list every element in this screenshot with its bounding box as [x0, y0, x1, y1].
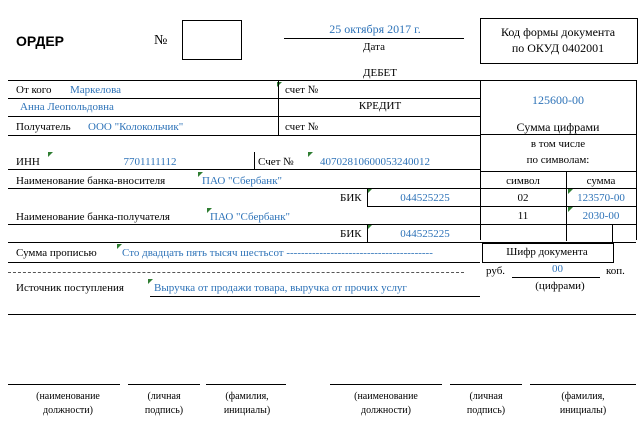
recipient-value: ООО "Колокольчик": [88, 121, 184, 133]
digits-caption: Сумма цифрами: [516, 120, 600, 134]
date-value: 25 октября 2017 г.: [329, 22, 421, 36]
words-label: Сумма прописью: [16, 247, 97, 259]
rub-label: руб.: [486, 265, 506, 277]
recipient-bik-value: 044525225: [400, 228, 450, 240]
symbol-row1: 02: [517, 192, 529, 204]
source-label: Источник поступления: [16, 282, 124, 294]
signature-personal-2: (личная подпись): [466, 391, 506, 416]
recipient-bank-value: ПАО "Сбербанк": [210, 211, 291, 223]
number-box[interactable]: [182, 20, 242, 60]
depositor-bik-value: 044525225: [400, 192, 450, 204]
debit-account-label: счет №: [285, 84, 319, 96]
symbol-row2: 11: [517, 210, 529, 222]
words-value: Сто двадцать пять тысяч шестьсот ----------------------------------------: [122, 247, 433, 259]
inn-value: 7701111112: [123, 156, 177, 168]
sum-row2: 2030-00: [582, 210, 620, 222]
credit-heading: КРЕДИТ: [358, 100, 402, 112]
from-line2: Анна Леопольдовна: [20, 101, 114, 113]
date-caption: Дата: [363, 41, 385, 53]
source-value: Выручка от продажи товара, выручка от прочих услуг: [154, 282, 407, 294]
col-sum: сумма: [586, 175, 616, 187]
form-code-line1: Код формы документа: [500, 25, 616, 39]
inn-account-label: Счет №: [258, 156, 294, 168]
number-label: №: [154, 33, 168, 48]
incl-line1: в том числе: [530, 138, 586, 150]
signature-position-1: (наименование должности): [36, 391, 100, 416]
credit-account-label: счет №: [285, 121, 319, 133]
kop-label: коп.: [606, 265, 625, 277]
inn-account-value: 40702810600053240012: [320, 156, 430, 168]
order-title: ОРДЕР: [16, 33, 64, 49]
incl-line2: по символам:: [526, 154, 590, 166]
digits-caption-small: (цифрами): [535, 280, 585, 292]
debit-heading: ДЕБЕТ: [363, 67, 397, 79]
sum-row1: 123570-00: [577, 192, 625, 204]
depositor-bank-value: ПАО "Сбербанк": [202, 175, 283, 187]
signature-position-2: (наименование должности): [354, 391, 418, 416]
kop-value: 00: [552, 263, 563, 275]
recipient-bik-label: БИК: [340, 228, 362, 240]
signature-name-2: (фамилия, инициалы): [559, 391, 607, 416]
depositor-bik-label: БИК: [340, 192, 362, 204]
recipient-label: Получатель: [16, 121, 71, 133]
from-label: От кого: [16, 84, 52, 96]
depositor-bank-label: Наименование банка-вносителя: [16, 175, 166, 187]
inn-label: ИНН: [16, 156, 40, 168]
total-amount: 125600-00: [532, 93, 584, 107]
cipher-label: Шифр документа: [506, 246, 588, 258]
col-symbol: символ: [506, 175, 540, 187]
signature-name-1: (фамилия, инициалы): [223, 391, 271, 416]
recipient-bank-label: Наименование банка-получателя: [16, 211, 170, 223]
from-line1: Маркелова: [70, 84, 122, 96]
signature-personal-1: (личная подпись): [144, 391, 184, 416]
form-code-line2: по ОКУД 0402001: [511, 41, 605, 55]
